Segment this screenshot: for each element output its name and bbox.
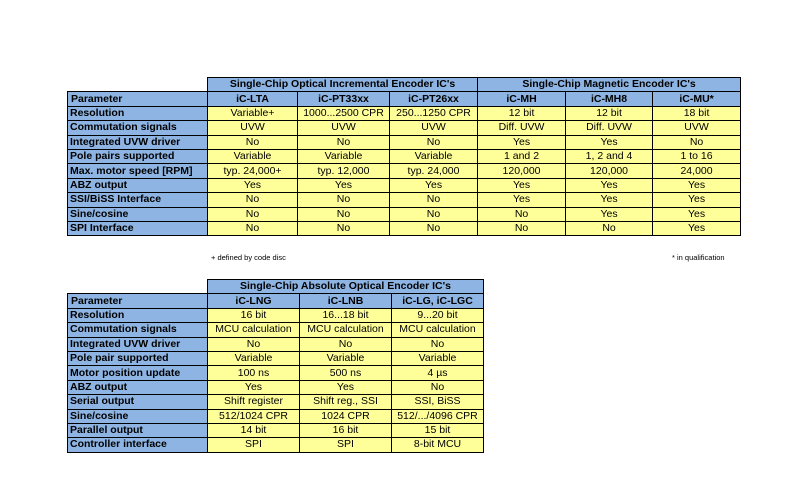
value-cell: 1, 2 and 4 xyxy=(566,149,653,163)
value-cell: 24,000 xyxy=(653,164,741,178)
value-cell: UVW xyxy=(653,121,741,135)
value-cell: Yes xyxy=(478,135,566,149)
value-cell: Yes xyxy=(208,380,300,394)
value-cell: 1 and 2 xyxy=(478,149,566,163)
value-cell: 500 ns xyxy=(300,366,392,380)
value-cell: Yes xyxy=(566,135,653,149)
value-cell: Shift reg., SSI xyxy=(300,395,392,409)
value-cell: typ. 24,000+ xyxy=(208,164,298,178)
value-cell: Yes xyxy=(566,178,653,192)
value-cell: 14 bit xyxy=(208,423,300,437)
table-row xyxy=(68,135,741,149)
value-cell: No xyxy=(208,337,300,351)
value-cell: No xyxy=(653,135,741,149)
table-row xyxy=(68,409,484,423)
value-cell: No xyxy=(390,221,478,235)
incremental-magnetic-encoder-table xyxy=(67,77,741,236)
table-group-header-row xyxy=(68,78,741,92)
value-cell: No xyxy=(208,221,298,235)
value-cell: 512/1024 CPR xyxy=(208,409,300,423)
value-cell: SSI, BiSS xyxy=(392,395,484,409)
table-row xyxy=(68,193,741,207)
value-cell: No xyxy=(208,207,298,221)
parameter-label: Sine/cosine xyxy=(68,207,208,221)
parameter-label: Resolution xyxy=(68,106,208,120)
value-cell: MCU calculation xyxy=(300,323,392,337)
value-cell: 120,000 xyxy=(478,164,566,178)
value-cell: UVW xyxy=(298,121,390,135)
value-cell: No xyxy=(300,337,392,351)
table-row xyxy=(68,308,484,322)
table-row xyxy=(68,423,484,437)
ic-column-header: iC-MH xyxy=(478,92,566,106)
table-row xyxy=(68,121,741,135)
value-cell: 18 bit xyxy=(653,106,741,120)
value-cell: 9...20 bit xyxy=(392,308,484,322)
parameter-label: Serial output xyxy=(68,395,208,409)
value-cell: 4 µs xyxy=(392,366,484,380)
parameter-label: Max. motor speed [RPM] xyxy=(68,164,208,178)
qualification-footnote: * in qualification xyxy=(672,253,725,262)
value-cell: Yes xyxy=(478,193,566,207)
value-cell: typ. 24,000 xyxy=(390,164,478,178)
parameter-label: Pole pair supported xyxy=(68,351,208,365)
ic-column-header: iC-LG, iC-LGC xyxy=(392,294,484,308)
table-row xyxy=(68,380,484,394)
value-cell: 16...18 bit xyxy=(300,308,392,322)
value-cell: MCU calculation xyxy=(392,323,484,337)
table-header-row xyxy=(68,92,741,106)
value-cell: 1024 CPR xyxy=(300,409,392,423)
table-row xyxy=(68,164,741,178)
value-cell: No xyxy=(298,221,390,235)
value-cell: Yes xyxy=(566,207,653,221)
value-cell: Variable xyxy=(390,149,478,163)
ic-column-header: iC-MH8 xyxy=(566,92,653,106)
value-cell: 1 to 16 xyxy=(653,149,741,163)
table-row xyxy=(68,178,741,192)
table-row xyxy=(68,207,741,221)
value-cell: Variable xyxy=(298,149,390,163)
value-cell: 16 bit xyxy=(208,308,300,322)
value-cell: No xyxy=(478,207,566,221)
value-cell: No xyxy=(208,193,298,207)
value-cell: No xyxy=(392,380,484,394)
value-cell: Yes xyxy=(298,178,390,192)
value-cell: Diff. UVW xyxy=(478,121,566,135)
parameter-label: Commutation signals xyxy=(68,121,208,135)
parameter-label: Motor position update xyxy=(68,366,208,380)
empty-corner-cell xyxy=(68,78,208,92)
value-cell: 1000...2500 CPR xyxy=(298,106,390,120)
value-cell: 512/.../4096 CPR xyxy=(392,409,484,423)
code-disc-footnote: + defined by code disc xyxy=(211,253,286,262)
value-cell: 12 bit xyxy=(566,106,653,120)
value-cell: Yes xyxy=(653,178,741,192)
parameter-label: Integrated UVW driver xyxy=(68,135,208,149)
ic-column-header: iC-PT33xx xyxy=(298,92,390,106)
value-cell: Variable+ xyxy=(208,106,298,120)
table-row xyxy=(68,221,741,235)
optical-absolute-group-header: Single-Chip Absolute Optical Encoder IC's xyxy=(208,280,484,294)
optical-incremental-group-header: Single-Chip Optical Incremental Encoder IC's xyxy=(208,78,478,92)
value-cell: 16 bit xyxy=(300,423,392,437)
table-header-row xyxy=(68,294,484,308)
parameter-label: Commutation signals xyxy=(68,323,208,337)
value-cell: 12 bit xyxy=(478,106,566,120)
parameter-column-header: Parameter xyxy=(68,294,208,308)
value-cell: SPI xyxy=(300,438,392,452)
value-cell: No xyxy=(208,135,298,149)
parameter-label: Sine/cosine xyxy=(68,409,208,423)
ic-column-header: iC-LNB xyxy=(300,294,392,308)
value-cell: No xyxy=(390,193,478,207)
parameter-label: Integrated UVW driver xyxy=(68,337,208,351)
value-cell: typ. 12,000 xyxy=(298,164,390,178)
value-cell: Variable xyxy=(208,351,300,365)
value-cell: No xyxy=(390,207,478,221)
value-cell: 120,000 xyxy=(566,164,653,178)
value-cell: No xyxy=(392,337,484,351)
value-cell: Yes xyxy=(390,178,478,192)
parameter-column-header: Parameter xyxy=(68,92,208,106)
value-cell: Yes xyxy=(478,178,566,192)
value-cell: SPI xyxy=(208,438,300,452)
parameter-label: ABZ output xyxy=(68,380,208,394)
value-cell: Variable xyxy=(392,351,484,365)
value-cell: 15 bit xyxy=(392,423,484,437)
table-row xyxy=(68,395,484,409)
table-row xyxy=(68,323,484,337)
value-cell: No xyxy=(298,207,390,221)
value-cell: Diff. UVW xyxy=(566,121,653,135)
value-cell: Variable xyxy=(300,351,392,365)
ic-column-header: iC-MU* xyxy=(653,92,741,106)
table-row xyxy=(68,438,484,452)
parameter-label: Resolution xyxy=(68,308,208,322)
parameter-label: Controller interface xyxy=(68,438,208,452)
magnetic-group-header: Single-Chip Magnetic Encoder IC's xyxy=(478,78,741,92)
value-cell: Yes xyxy=(208,178,298,192)
value-cell: Yes xyxy=(566,193,653,207)
value-cell: 8-bit MCU xyxy=(392,438,484,452)
table-row xyxy=(68,366,484,380)
value-cell: No xyxy=(478,221,566,235)
table-row xyxy=(68,351,484,365)
empty-corner-cell xyxy=(68,280,208,294)
parameter-label: SPI Interface xyxy=(68,221,208,235)
parameter-label: Pole pairs supported xyxy=(68,149,208,163)
value-cell: Yes xyxy=(653,193,741,207)
value-cell: Variable xyxy=(208,149,298,163)
ic-column-header: iC-PT26xx xyxy=(390,92,478,106)
ic-column-header: iC-LTA xyxy=(208,92,298,106)
parameter-label: ABZ output xyxy=(68,178,208,192)
absolute-optical-encoder-table xyxy=(67,279,484,453)
parameter-label: SSI/BiSS Interface xyxy=(68,193,208,207)
value-cell: Yes xyxy=(653,221,741,235)
value-cell: MCU calculation xyxy=(208,323,300,337)
value-cell: No xyxy=(298,135,390,149)
value-cell: UVW xyxy=(390,121,478,135)
value-cell: 250...1250 CPR xyxy=(390,106,478,120)
table-row xyxy=(68,106,741,120)
value-cell: UVW xyxy=(208,121,298,135)
parameter-label: Parallel output xyxy=(68,423,208,437)
value-cell: Yes xyxy=(653,207,741,221)
table-row xyxy=(68,337,484,351)
table-row xyxy=(68,149,741,163)
value-cell: Yes xyxy=(300,380,392,394)
value-cell: Shift register xyxy=(208,395,300,409)
value-cell: No xyxy=(298,193,390,207)
value-cell: 100 ns xyxy=(208,366,300,380)
ic-column-header: iC-LNG xyxy=(208,294,300,308)
table-group-header-row xyxy=(68,280,484,294)
value-cell: No xyxy=(566,221,653,235)
value-cell: No xyxy=(390,135,478,149)
